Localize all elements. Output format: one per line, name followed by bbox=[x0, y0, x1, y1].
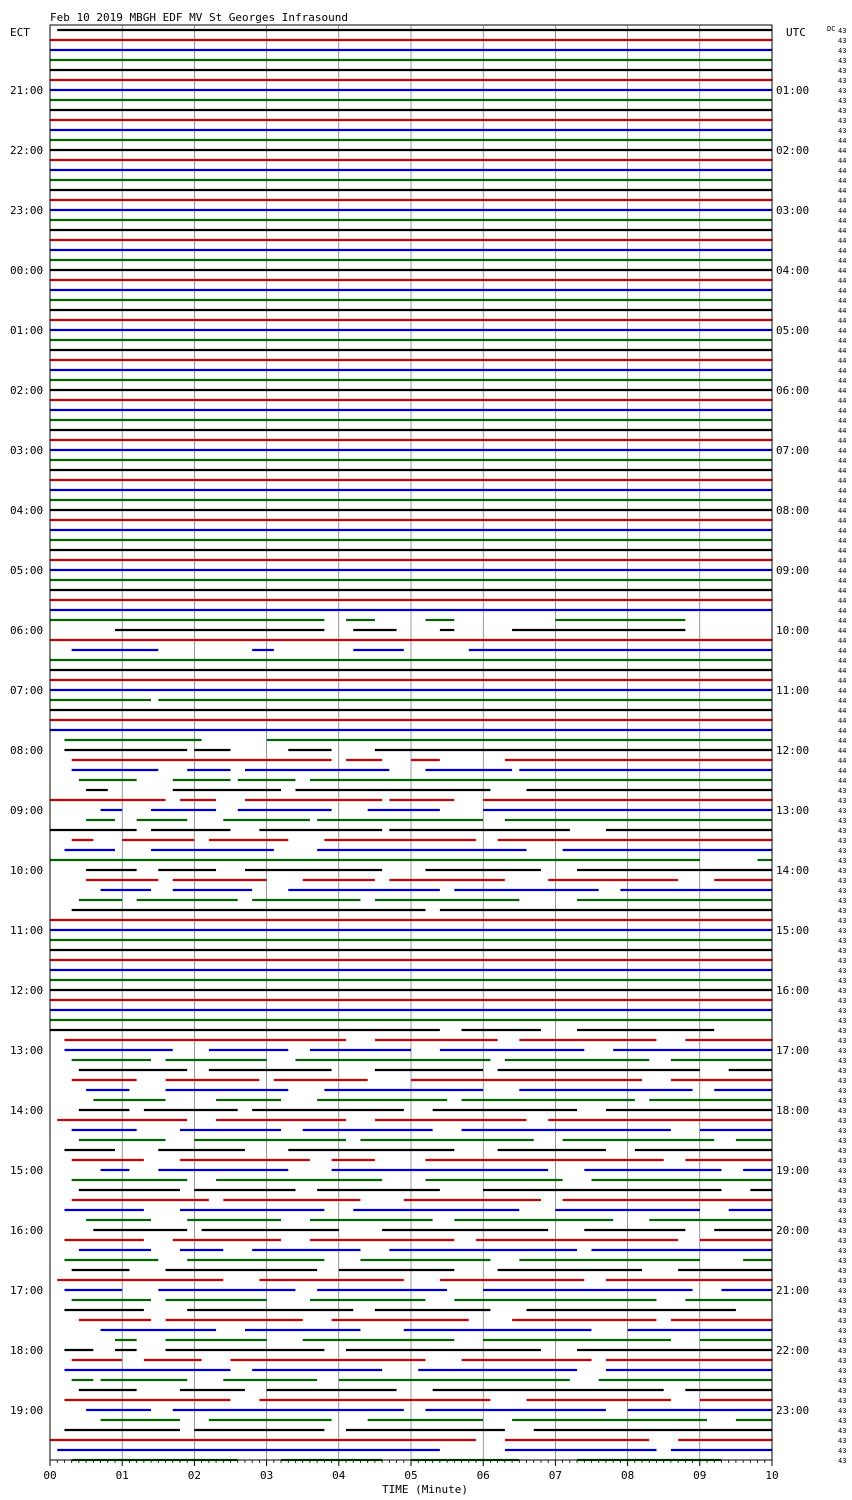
dc-offset-value: 44 bbox=[838, 297, 847, 305]
dc-offset-value: 43 bbox=[838, 1427, 847, 1435]
left-timezone-label: ECT bbox=[10, 26, 30, 39]
dc-offset-value: 44 bbox=[838, 167, 847, 175]
right-time-label: 14:00 bbox=[776, 864, 810, 877]
dc-offset-value: 44 bbox=[838, 717, 847, 725]
x-tick-label: 06 bbox=[476, 1469, 490, 1482]
dc-offset-value: 43 bbox=[838, 837, 847, 845]
dc-offset-value: 43 bbox=[838, 67, 847, 75]
dc-offset-header: DC bbox=[827, 25, 836, 33]
dc-offset-value: 44 bbox=[838, 347, 847, 355]
x-tick-label: 04 bbox=[332, 1469, 346, 1482]
x-tick-label: 05 bbox=[404, 1469, 418, 1482]
dc-offset-value: 44 bbox=[838, 497, 847, 505]
dc-offset-value: 43 bbox=[838, 877, 847, 885]
dc-offset-value: 43 bbox=[838, 1087, 847, 1095]
dc-offset-value: 44 bbox=[838, 367, 847, 375]
left-time-label: 13:00 bbox=[10, 1044, 44, 1057]
dc-offset-value: 44 bbox=[838, 217, 847, 225]
dc-offset-value: 44 bbox=[838, 607, 847, 615]
left-time-label: 22:00 bbox=[10, 144, 44, 157]
dc-offset-value: 44 bbox=[838, 637, 847, 645]
dc-offset-value: 43 bbox=[838, 1117, 847, 1125]
dc-offset-value: 43 bbox=[838, 947, 847, 955]
dc-offset-value: 43 bbox=[838, 987, 847, 995]
right-time-label: 16:00 bbox=[776, 984, 810, 997]
dc-offset-value: 43 bbox=[838, 1157, 847, 1165]
dc-offset-value: 44 bbox=[838, 597, 847, 605]
left-time-labels bbox=[10, 84, 43, 1417]
left-time-label: 18:00 bbox=[10, 1344, 44, 1357]
dc-offset-value: 43 bbox=[838, 77, 847, 85]
dc-offset-value: 44 bbox=[838, 177, 847, 185]
dc-offset-value: 43 bbox=[838, 1067, 847, 1075]
dc-offset-value: 43 bbox=[838, 1047, 847, 1055]
right-time-label: 02:00 bbox=[776, 144, 810, 157]
dc-offset-value: 43 bbox=[838, 797, 847, 805]
right-time-label: 13:00 bbox=[776, 804, 810, 817]
dc-offset-value: 43 bbox=[838, 1147, 847, 1155]
left-time-label: 23:00 bbox=[10, 204, 44, 217]
dc-offset-value: 44 bbox=[838, 417, 847, 425]
dc-offset-value: 43 bbox=[838, 897, 847, 905]
dc-offset-value: 43 bbox=[838, 1397, 847, 1405]
x-tick-label: 02 bbox=[187, 1469, 202, 1482]
dc-offset-value: 44 bbox=[838, 257, 847, 265]
dc-offset-value: 44 bbox=[838, 327, 847, 335]
dc-offset-value: 44 bbox=[838, 437, 847, 445]
dc-offset-value: 43 bbox=[838, 1287, 847, 1295]
dc-offset-value: 43 bbox=[838, 1347, 847, 1355]
dc-offset-value: 44 bbox=[838, 207, 847, 215]
left-time-label: 19:00 bbox=[10, 1404, 44, 1417]
dc-offset-value: 44 bbox=[838, 657, 847, 665]
dc-offset-value: 44 bbox=[838, 777, 847, 785]
dc-offset-value: 43 bbox=[838, 847, 847, 855]
dc-offset-value: 44 bbox=[838, 627, 847, 635]
right-time-label: 22:00 bbox=[776, 1344, 810, 1357]
dc-offset-value: 44 bbox=[838, 397, 847, 405]
left-time-label: 21:00 bbox=[10, 84, 44, 97]
dc-offset-value: 43 bbox=[838, 1417, 847, 1425]
dc-offset-value: 43 bbox=[838, 1077, 847, 1085]
dc-offset-value: 43 bbox=[838, 1057, 847, 1065]
right-time-label: 12:00 bbox=[776, 744, 810, 757]
dc-offset-value: 43 bbox=[838, 887, 847, 895]
dc-offset-value: 43 bbox=[838, 1387, 847, 1395]
dc-offset-value: 44 bbox=[838, 337, 847, 345]
dc-offset-value: 44 bbox=[838, 457, 847, 465]
left-time-label: 02:00 bbox=[10, 384, 44, 397]
dc-offset-value: 44 bbox=[838, 517, 847, 525]
dc-offset-value: 44 bbox=[838, 287, 847, 295]
dc-offset-value: 44 bbox=[838, 587, 847, 595]
right-time-label: 17:00 bbox=[776, 1044, 810, 1057]
dc-offset-value: 44 bbox=[838, 677, 847, 685]
left-time-label: 16:00 bbox=[10, 1224, 44, 1237]
dc-offset-value: 43 bbox=[838, 1097, 847, 1105]
dc-offset-value: 44 bbox=[838, 467, 847, 475]
dc-offset-value: 44 bbox=[838, 447, 847, 455]
dc-offset-value: 43 bbox=[838, 87, 847, 95]
dc-offset-value: 43 bbox=[838, 1337, 847, 1345]
dc-offset-value: 43 bbox=[838, 1207, 847, 1215]
dc-offset-value: 43 bbox=[838, 857, 847, 865]
dc-offset-value: 44 bbox=[838, 727, 847, 735]
dc-offset-value: 43 bbox=[838, 827, 847, 835]
dc-offset-value: 43 bbox=[838, 1017, 847, 1025]
left-time-label: 08:00 bbox=[10, 744, 44, 757]
dc-offset-value: 43 bbox=[838, 1377, 847, 1385]
dc-offset-value: 44 bbox=[838, 477, 847, 485]
dc-offset-value: 44 bbox=[838, 527, 847, 535]
right-time-label: 15:00 bbox=[776, 924, 810, 937]
x-tick-label: 09 bbox=[693, 1469, 707, 1482]
dc-offset-value: 44 bbox=[838, 357, 847, 365]
dc-offset-value: 44 bbox=[838, 137, 847, 145]
dc-offset-value: 43 bbox=[838, 1457, 847, 1465]
dc-offset-value: 44 bbox=[838, 567, 847, 575]
dc-offset-value: 43 bbox=[838, 1277, 847, 1285]
dc-offset-value: 44 bbox=[838, 237, 847, 245]
x-axis-ticks bbox=[43, 1460, 778, 1482]
left-time-label: 09:00 bbox=[10, 804, 44, 817]
dc-offset-value: 43 bbox=[838, 1357, 847, 1365]
dc-offset-value: 43 bbox=[838, 807, 847, 815]
dc-offset-value: 44 bbox=[838, 647, 847, 655]
dc-offset-value: 43 bbox=[838, 1297, 847, 1305]
dc-offset-value: 44 bbox=[838, 617, 847, 625]
dc-offset-value: 43 bbox=[838, 1137, 847, 1145]
dc-offset-value: 44 bbox=[838, 487, 847, 495]
dc-offset-value: 43 bbox=[838, 1317, 847, 1325]
left-time-label: 10:00 bbox=[10, 864, 44, 877]
dc-offset-value: 44 bbox=[838, 427, 847, 435]
dc-offset-value: 44 bbox=[838, 547, 847, 555]
dc-offset-value: 44 bbox=[838, 317, 847, 325]
x-tick-label: 01 bbox=[115, 1469, 129, 1482]
dc-offset-value: 44 bbox=[838, 147, 847, 155]
dc-offset-value: 43 bbox=[838, 867, 847, 875]
dc-offset-value: 43 bbox=[838, 817, 847, 825]
dc-offset-value: 43 bbox=[838, 1227, 847, 1235]
dc-offset-value: 44 bbox=[838, 507, 847, 515]
dc-offset-value: 44 bbox=[838, 307, 847, 315]
dc-offset-value: 43 bbox=[838, 1037, 847, 1045]
dc-offset-value: 43 bbox=[838, 997, 847, 1005]
dc-offset-value: 44 bbox=[838, 227, 847, 235]
dc-offset-value: 44 bbox=[838, 377, 847, 385]
right-time-label: 23:00 bbox=[776, 1404, 810, 1417]
right-time-label: 21:00 bbox=[776, 1284, 810, 1297]
dc-offset-value: 43 bbox=[838, 787, 847, 795]
x-tick-label: 00 bbox=[43, 1469, 57, 1482]
dc-offset-value: 44 bbox=[838, 407, 847, 415]
dc-offset-value: 43 bbox=[838, 917, 847, 925]
dc-offset-value: 43 bbox=[838, 1217, 847, 1225]
dc-offset-value: 43 bbox=[838, 117, 847, 125]
left-time-label: 05:00 bbox=[10, 564, 44, 577]
dc-offset-value: 43 bbox=[838, 107, 847, 115]
right-time-label: 19:00 bbox=[776, 1164, 810, 1177]
right-time-label: 09:00 bbox=[776, 564, 810, 577]
left-time-label: 04:00 bbox=[10, 504, 44, 517]
dc-offset-value: 43 bbox=[838, 57, 847, 65]
dc-offset-value: 44 bbox=[838, 697, 847, 705]
dc-offset-value: 44 bbox=[838, 157, 847, 165]
dc-offset-value: 44 bbox=[838, 277, 847, 285]
dc-offset-value: 44 bbox=[838, 737, 847, 745]
right-time-label: 03:00 bbox=[776, 204, 810, 217]
dc-offset-value: 43 bbox=[838, 907, 847, 915]
left-time-label: 14:00 bbox=[10, 1104, 44, 1117]
left-time-label: 07:00 bbox=[10, 684, 44, 697]
dc-offset-value: 44 bbox=[838, 387, 847, 395]
dc-offset-value: 44 bbox=[838, 577, 847, 585]
right-time-label: 06:00 bbox=[776, 384, 810, 397]
left-time-label: 11:00 bbox=[10, 924, 44, 937]
dc-offset-value: 44 bbox=[838, 197, 847, 205]
right-time-label: 05:00 bbox=[776, 324, 810, 337]
dc-offset-value: 43 bbox=[838, 1167, 847, 1175]
right-time-label: 10:00 bbox=[776, 624, 810, 637]
chart-title: Feb 10 2019 MBGH EDF MV St Georges Infrasound bbox=[50, 11, 349, 24]
dc-offset-value: 44 bbox=[838, 747, 847, 755]
x-tick-label: 10 bbox=[765, 1469, 779, 1482]
dc-offset-value: 44 bbox=[838, 767, 847, 775]
dc-offset-value: 43 bbox=[838, 927, 847, 935]
dc-offset-value: 43 bbox=[838, 967, 847, 975]
right-time-label: 11:00 bbox=[776, 684, 810, 697]
dc-offset-value: 44 bbox=[838, 557, 847, 565]
x-tick-label: 07 bbox=[548, 1469, 563, 1482]
dc-offset-value: 43 bbox=[838, 1127, 847, 1135]
dc-offset-value: 43 bbox=[838, 1007, 847, 1015]
right-time-label: 20:00 bbox=[776, 1224, 810, 1237]
left-time-label: 06:00 bbox=[10, 624, 44, 637]
dc-offset-value: 43 bbox=[838, 1367, 847, 1375]
dc-offset-value: 43 bbox=[838, 1307, 847, 1315]
left-time-label: 17:00 bbox=[10, 1284, 44, 1297]
left-time-label: 01:00 bbox=[10, 324, 44, 337]
dc-offset-value: 43 bbox=[838, 1027, 847, 1035]
dc-offset-value: 44 bbox=[838, 667, 847, 675]
right-time-label: 18:00 bbox=[776, 1104, 810, 1117]
dc-offset-value: 43 bbox=[838, 957, 847, 965]
dc-offset-value: 43 bbox=[838, 37, 847, 45]
dc-offset-value: 44 bbox=[838, 537, 847, 545]
dc-offset-value: 43 bbox=[838, 1407, 847, 1415]
x-tick-label: 03 bbox=[259, 1469, 274, 1482]
left-time-label: 15:00 bbox=[10, 1164, 44, 1177]
dc-offset-value: 43 bbox=[838, 1177, 847, 1185]
dc-offset-value: 44 bbox=[838, 707, 847, 715]
dc-offset-value: 44 bbox=[838, 187, 847, 195]
dc-offset-value: 43 bbox=[838, 1267, 847, 1275]
right-time-label: 08:00 bbox=[776, 504, 810, 517]
x-axis-label: TIME (Minute) bbox=[381, 1483, 469, 1496]
dc-offset-value: 43 bbox=[838, 47, 847, 55]
dc-offset-value: 43 bbox=[838, 97, 847, 105]
x-tick-label: 08 bbox=[620, 1469, 635, 1482]
right-time-label: 04:00 bbox=[776, 264, 810, 277]
dc-offset-value: 44 bbox=[838, 267, 847, 275]
dc-offset-value: 43 bbox=[838, 1197, 847, 1205]
dc-offset-value: 43 bbox=[838, 1247, 847, 1255]
dc-offset-value: 43 bbox=[838, 1257, 847, 1265]
right-timezone-label: UTC bbox=[786, 26, 806, 39]
dc-offset-value: 44 bbox=[838, 687, 847, 695]
right-time-label: 07:00 bbox=[776, 444, 810, 457]
dc-offset-column bbox=[838, 27, 846, 1465]
right-time-labels bbox=[776, 84, 809, 1417]
dc-offset-value: 43 bbox=[838, 977, 847, 985]
dc-offset-value: 43 bbox=[838, 1187, 847, 1195]
dc-offset-value: 43 bbox=[838, 1237, 847, 1245]
dc-offset-value: 43 bbox=[838, 1437, 847, 1445]
left-time-label: 03:00 bbox=[10, 444, 44, 457]
left-time-label: 12:00 bbox=[10, 984, 44, 997]
right-time-label: 01:00 bbox=[776, 84, 810, 97]
dc-offset-value: 43 bbox=[838, 1447, 847, 1455]
dc-offset-value: 44 bbox=[838, 757, 847, 765]
dc-offset-value: 43 bbox=[838, 27, 847, 35]
left-time-label: 00:00 bbox=[10, 264, 44, 277]
dc-offset-value: 43 bbox=[838, 127, 847, 135]
dc-offset-value: 43 bbox=[838, 937, 847, 945]
dc-offset-value: 44 bbox=[838, 247, 847, 255]
dc-offset-value: 43 bbox=[838, 1107, 847, 1115]
dc-offset-value: 43 bbox=[838, 1327, 847, 1335]
